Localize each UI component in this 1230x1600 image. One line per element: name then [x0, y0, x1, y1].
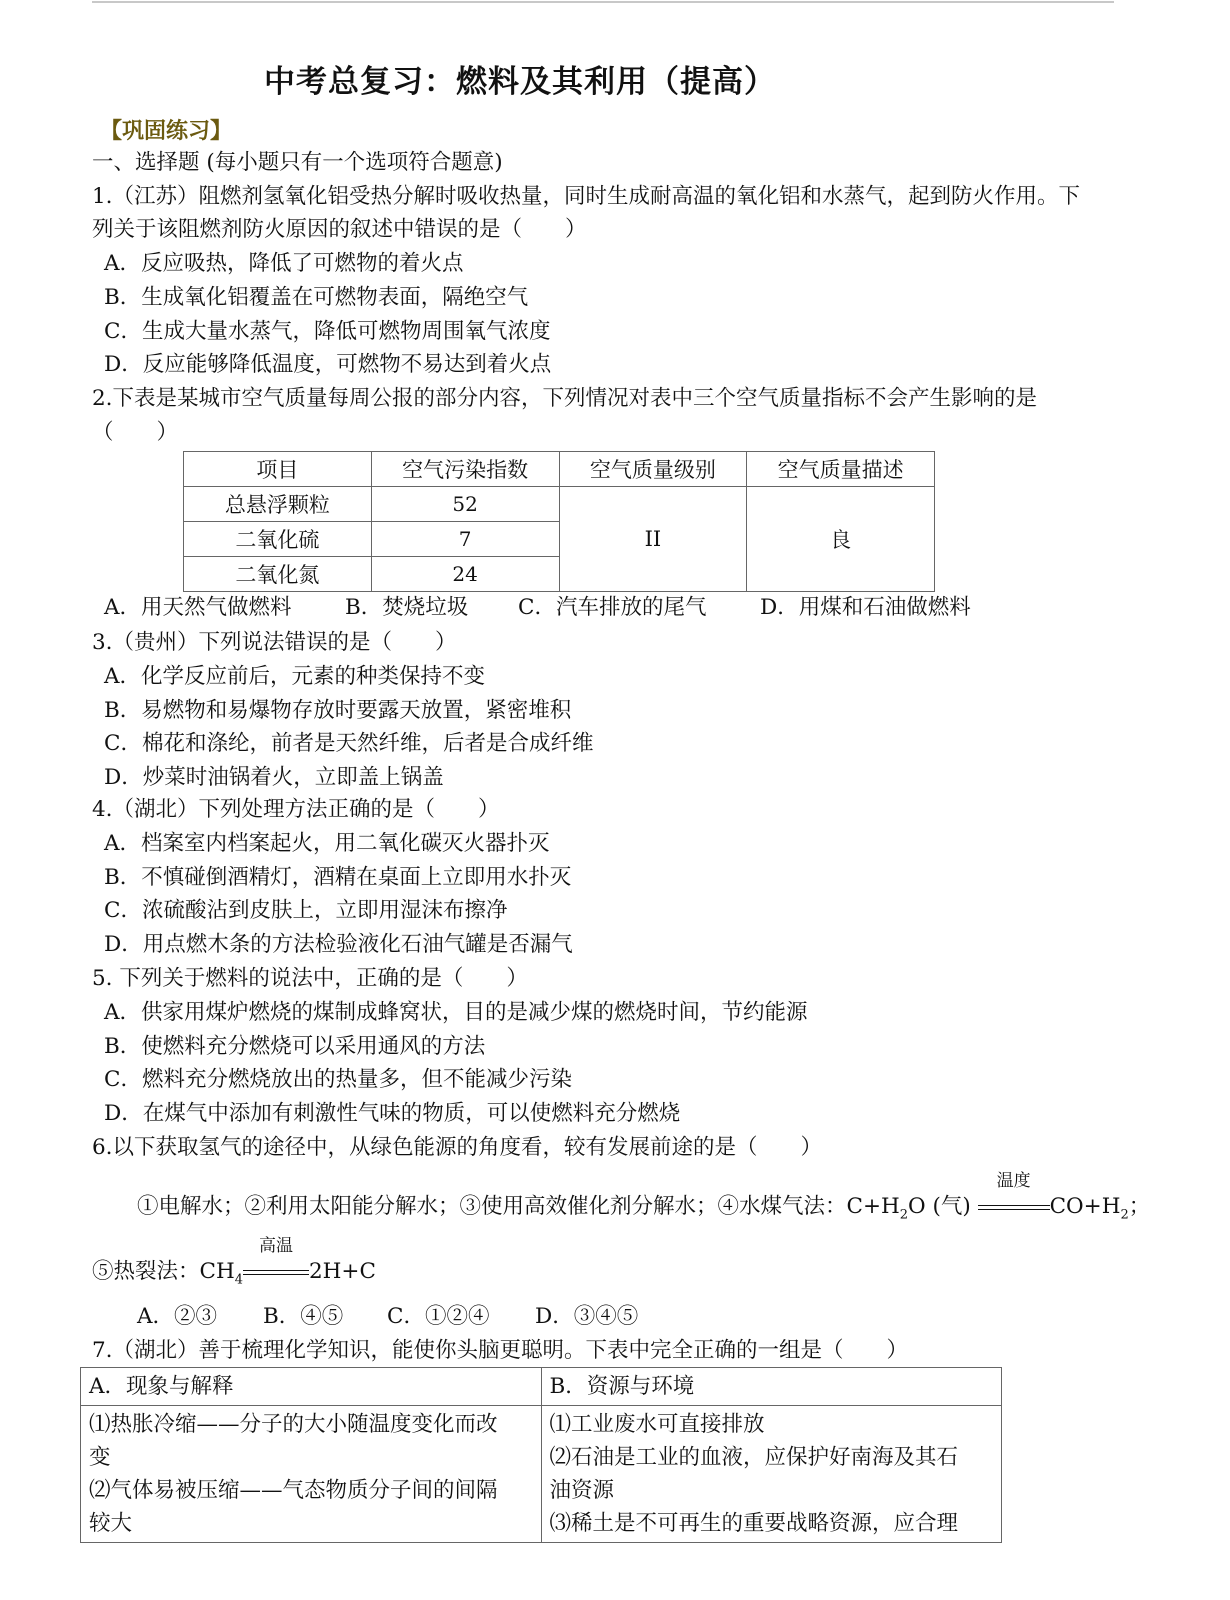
table-cell-item: 总悬浮颗粒: [184, 487, 372, 522]
reaction2-arrow: [243, 1236, 309, 1286]
col-a-content: [81, 1406, 542, 1543]
q5-option-d: D．在煤气中添加有刺激性气味的物质，可以使燃料充分燃烧: [104, 1101, 681, 1126]
page-title: 中考总复习：燃料及其利用（提高）: [264, 64, 776, 100]
q6-method5-line: [92, 1236, 376, 1294]
reaction2-condition: 高温: [259, 1236, 293, 1256]
q4-option-c: C．浓硫酸沾到皮肤上，立即用湿沫布擦净: [104, 898, 508, 923]
reaction1-arrow: [978, 1171, 1050, 1221]
table-cell-index: 7: [371, 522, 559, 557]
q5-option-a: A．供家用煤炉燃烧的煤制成蜂窝状，目的是减少煤的燃烧时间，节约能源: [104, 1000, 808, 1025]
col-b-line: ⑴工业废水可直接排放: [549, 1412, 765, 1437]
reaction1-right: CO+H: [1049, 1194, 1121, 1219]
q1-option-a: A．反应吸热，降低了可燃物的着火点: [104, 251, 464, 276]
table-header-cell: 空气质量描述: [747, 452, 935, 487]
q6-option-d: D．③④⑤: [535, 1304, 639, 1329]
table-cell-index: 52: [371, 487, 559, 522]
col-b-header: B．资源与环境: [541, 1368, 1002, 1406]
table-cell-item: 二氧化硫: [184, 522, 372, 557]
reaction1-right-sub: 2: [1120, 1207, 1129, 1223]
q2-stem-1: 2.下表是某城市空气质量每周公报的部分内容，下列情况对表中三个空气质量指标不会产生影响的是: [92, 386, 1038, 411]
table-row: [81, 1406, 1002, 1543]
q1-option-d: D．反应能够降低温度，可燃物不易达到着火点: [104, 352, 552, 377]
q4-stem: 4.（湖北）下列处理方法正确的是（ ）: [92, 797, 500, 822]
col-a-header: A．现象与解释: [81, 1368, 542, 1406]
table-cell-index: 24: [371, 557, 559, 592]
q6-methods-line: [137, 1171, 1151, 1229]
q2-option-b: B．焚烧垃圾: [345, 595, 469, 620]
q1-stem-2: 列关于该阻燃剂防火原因的叙述中错误的是（ ）: [92, 217, 587, 242]
q3-stem: 3.（贵州）下列说法错误的是（ ）: [92, 630, 457, 655]
q5-option-c: C．燃料充分燃烧放出的热量多，但不能减少污染: [104, 1067, 572, 1092]
q2-option-d: D．用煤和石油做燃料: [760, 595, 971, 620]
air-quality-table: [183, 451, 935, 592]
reaction1-condition: 温度: [996, 1171, 1031, 1191]
knowledge-table: [80, 1367, 1002, 1543]
q6-methods-text: ①电解水；②利用太阳能分解水；③使用高效催化剂分解水；④水煤气法：: [137, 1194, 847, 1219]
table-header-cell: 空气污染指数: [371, 452, 559, 487]
double-line-sign: [243, 1270, 309, 1275]
part-heading: 一、选择题 (每小题只有一个选项符合题意): [92, 150, 503, 175]
col-a-line: 较大: [89, 1511, 133, 1536]
q2-option-c: C．汽车排放的尾气: [518, 595, 707, 620]
reaction1-right-tail: ；: [1128, 1194, 1151, 1219]
table-header-cell: 空气质量级别: [559, 452, 747, 487]
q4-option-a: A．档案室内档案起火，用二氧化碳灭火器扑灭: [104, 831, 550, 856]
table-header-row: [184, 452, 935, 487]
table-cell-desc: 良: [747, 487, 935, 592]
col-a-line: ⑵气体易被压缩——气态物质分子间的间隔: [89, 1478, 498, 1503]
q6-option-a: A．②③: [137, 1304, 218, 1329]
q3-option-c: C．棉花和涤纶，前者是天然纤维，后者是合成纤维: [104, 731, 594, 756]
table-row: [184, 487, 935, 522]
col-b-line: ⑵石油是工业的血液，应保护好南海及其石: [549, 1445, 959, 1470]
q4-option-b: B．不慎碰倒酒精灯，酒精在桌面上立即用水扑灭: [104, 865, 572, 890]
reaction1-left-tail: O (气): [908, 1194, 971, 1219]
q6-option-c: C．①②④: [387, 1304, 490, 1329]
col-b-line: ⑶稀土是不可再生的重要战略资源，应合理: [549, 1511, 959, 1536]
q1-option-b: B．生成氧化铝覆盖在可燃物表面，隔绝空气: [104, 285, 529, 310]
col-b-line: 油资源: [549, 1478, 615, 1503]
q2-option-a: A．用天然气做燃料: [104, 595, 292, 620]
method5-label: ⑤热裂法：: [92, 1259, 200, 1284]
reaction2-left: CH: [199, 1259, 235, 1284]
q2-stem-2: （ ）: [92, 420, 179, 445]
q5-option-b: B．使燃料充分燃烧可以采用通风的方法: [104, 1034, 486, 1059]
reaction2-left-sub: 4: [234, 1272, 243, 1288]
q6-option-b: B．④⑤: [263, 1304, 344, 1329]
q3-option-b: B．易燃物和易爆物存放时要露天放置，紧密堆积: [104, 698, 572, 723]
col-a-line: ⑴热胀冷缩——分子的大小随温度变化而改: [89, 1412, 498, 1437]
q1-option-c: C．生成大量水蒸气，降低可燃物周围氧气浓度: [104, 319, 551, 344]
reaction1-left: C+H: [846, 1194, 900, 1219]
table-header-row: [81, 1368, 1002, 1406]
q4-option-d: D．用点燃木条的方法检验液化石油气罐是否漏气: [104, 932, 573, 957]
q7-stem: 7.（湖北）善于梳理化学知识，能使你头脑更聪明。下表中完全正确的一组是（ ）: [92, 1338, 909, 1363]
q3-option-a: A．化学反应前后，元素的种类保持不变: [104, 664, 486, 689]
q5-stem: 5. 下列关于燃料的说法中，正确的是（ ）: [92, 966, 528, 991]
q1-stem-1: 1.（江苏）阻燃剂氢氧化铝受热分解时吸收热量，同时生成耐高温的氧化铝和水蒸气，起到防火作用。下: [92, 184, 1081, 209]
table-cell-level: II: [559, 487, 747, 592]
q6-stem: 6.以下获取氢气的途径中，从绿色能源的角度看，较有发展前途的是（ ）: [92, 1135, 823, 1160]
col-b-content: [541, 1406, 1002, 1543]
table-header-cell: 项目: [184, 452, 372, 487]
col-a-line: 变: [89, 1445, 111, 1470]
double-line-sign: [978, 1205, 1050, 1210]
section-label: 【巩固练习】: [100, 119, 233, 144]
top-rule: [92, 1, 1114, 3]
table-cell-item: 二氧化氮: [184, 557, 372, 592]
q3-option-d: D．炒菜时油锅着火，立即盖上锅盖: [104, 765, 444, 790]
reaction1-left-sub: 2: [899, 1207, 909, 1223]
reaction2-right: 2H+C: [309, 1259, 376, 1284]
